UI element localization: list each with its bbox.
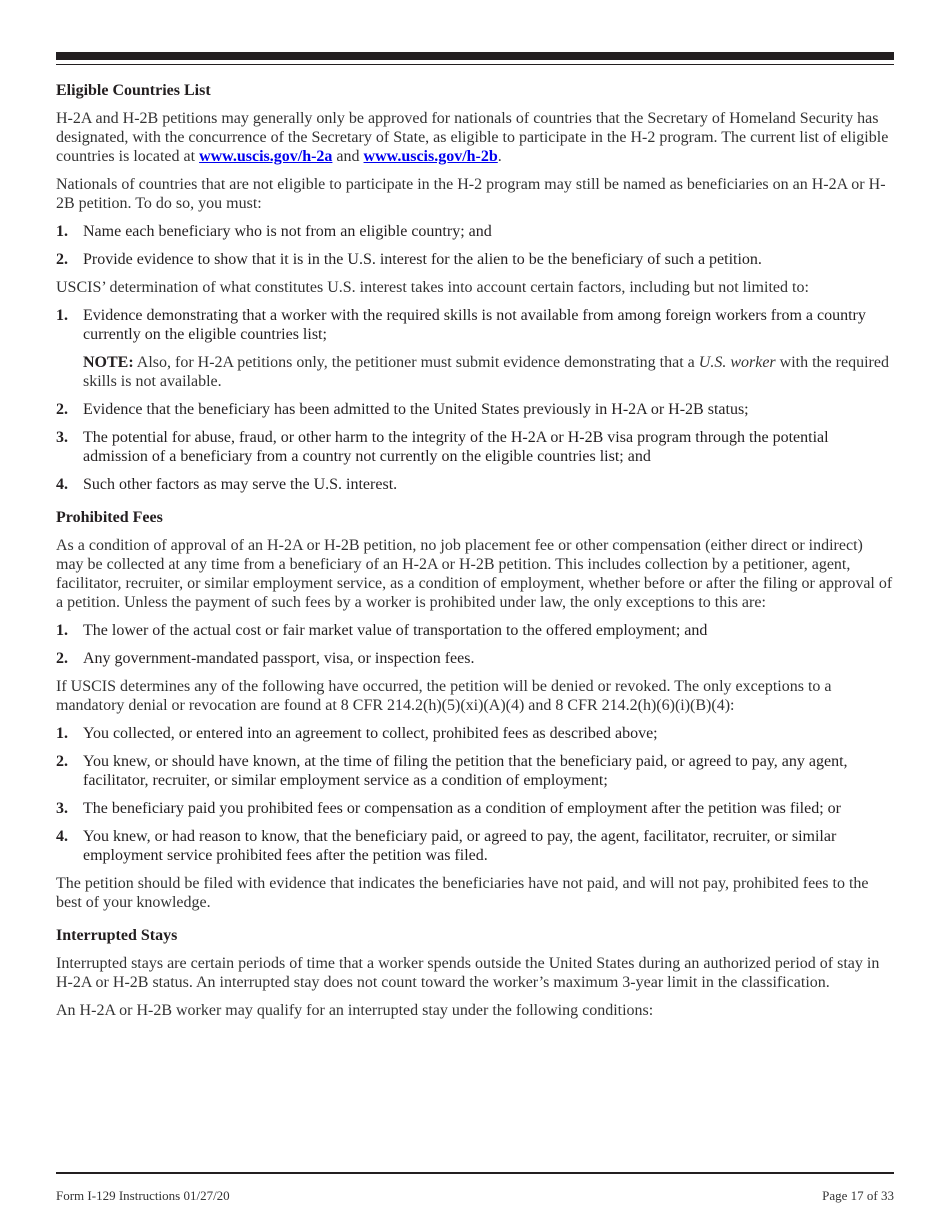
paragraph: An H-2A or H-2B worker may qualify for an interrupted stay under the following conditions: bbox=[56, 1002, 654, 1019]
numbered-list bbox=[56, 222, 894, 269]
section-heading: Prohibited Fees bbox=[56, 509, 163, 526]
list-item: 3. The potential for abuse, fraud, or other harm to the integrity of the H-2A or H-2B visa program through the potential admission of a beneficiary from a country not currently on the eligible countries list; and bbox=[56, 429, 829, 465]
prohibited-fees-section bbox=[56, 508, 894, 912]
form-identifier: Form I-129 Instructions 01/27/20 bbox=[56, 1188, 230, 1203]
paragraph: Nationals of countries that are not eligible to participate in the H-2 program may still be named as beneficiaries on an H-2A or H-2B petition. To do so, you must: bbox=[56, 176, 886, 212]
section-heading: Interrupted Stays bbox=[56, 927, 178, 944]
list-item: 2. You knew, or should have known, at the time of filing the petition that the beneficiary paid, or agreed to pay, any agent, facilitator, recruiter, or similar employment service as a condition of employment; bbox=[56, 753, 848, 789]
header-thin-rule bbox=[56, 64, 894, 65]
section-heading: Eligible Countries List bbox=[56, 82, 211, 99]
paragraph: As a condition of approval of an H-2A or H-2B petition, no job placement fee or other compensation (either direct or indirect) may be collected at any time from a beneficiary of an H-2A or H-2B petition. This includes collection by a petitioner, agent, facilitator, recruiter, or similar employment service, as a condition of employment, whether before or after the filing or approval of a petition. Unless the payment of such fees by a worker is prohibited under law, the only exceptions to this are: bbox=[56, 537, 893, 611]
interrupted-stays-section bbox=[56, 926, 894, 1020]
paragraph: If USCIS determines any of the following have occurred, the petition will be denied or revoked. The only exceptions to a mandatory denial or revocation are found at 8 CFR 214.2(h)(5)(xi)(A)(4) and 8 CFR 214.2(h)(6)(i)(B)(4): bbox=[56, 678, 832, 714]
paragraph: Interrupted stays are certain periods of time that a worker spends outside the United States during an authorized period of stay in H-2A or H-2B status. An interrupted stay does not count toward the worker’s maximum 3-year limit in the classification. bbox=[56, 955, 880, 991]
list-item: 4. Such other factors as may serve the U.S. interest. bbox=[56, 476, 398, 493]
paragraph: H-2A and H-2B petitions may generally only be approved for nationals of countries that the Secretary of Homeland Security has designated, with the concurrence of the Secretary of State, as eligible to participate in the H-2 program. The current list of eligible countries is located at www.uscis.gov/h-2a and www.uscis.gov/h-2b. bbox=[56, 110, 889, 165]
eligible-countries-section bbox=[56, 81, 894, 494]
paragraph: USCIS’ determination of what constitutes U.S. interest takes into account certain factors, including but not limited to: bbox=[56, 279, 809, 296]
list-item: 3. The beneficiary paid you prohibited fees or compensation as a condition of employment after the petition was filed; or bbox=[56, 800, 841, 817]
note: NOTE: Also, for H-2A petitions only, the petitioner must submit evidence demonstrating that a U.S. worker with the required skills is not available. bbox=[83, 354, 889, 390]
h2b-link[interactable]: www.uscis.gov/h-2b bbox=[363, 148, 498, 165]
numbered-list bbox=[56, 621, 894, 668]
list-item: 1. The lower of the actual cost or fair market value of transportation to the offered employment; and bbox=[56, 622, 708, 639]
document-body bbox=[56, 81, 894, 1029]
footer-rule bbox=[56, 1172, 894, 1174]
list-item: 2. Any government-mandated passport, visa, or inspection fees. bbox=[56, 650, 475, 667]
paragraph: The petition should be filed with evidence that indicates the beneficiaries have not paid, and will not pay, prohibited fees to the best of your knowledge. bbox=[56, 875, 869, 911]
page-number: Page 17 of 33 bbox=[822, 1188, 894, 1203]
list-item: 1. Evidence demonstrating that a worker with the required skills is not available from among foreign workers from a country currently on the eligible countries list; NOTE: Also, for H-2A petitions only, the petitioner must submit evidence demonstrating that a U.S. worker with the required skills is not available. bbox=[56, 306, 894, 391]
numbered-list bbox=[56, 306, 894, 494]
list-item: 1. You collected, or entered into an agreement to collect, prohibited fees as described above; bbox=[56, 725, 658, 742]
numbered-list bbox=[56, 724, 894, 865]
list-item: 2. Provide evidence to show that it is in the U.S. interest for the alien to be the beneficiary of such a petition. bbox=[56, 251, 762, 268]
h2a-link[interactable]: www.uscis.gov/h-2a bbox=[199, 148, 333, 165]
list-item: 2. Evidence that the beneficiary has been admitted to the United States previously in H-2A or H-2B status; bbox=[56, 401, 749, 418]
header-thick-rule bbox=[56, 52, 894, 60]
list-item: 1. Name each beneficiary who is not from an eligible country; and bbox=[56, 223, 492, 240]
list-item: 4. You knew, or had reason to know, that the beneficiary paid, or agreed to pay, the agent, facilitator, recruiter, or similar employment service prohibited fees after the petition was filed. bbox=[56, 828, 837, 864]
